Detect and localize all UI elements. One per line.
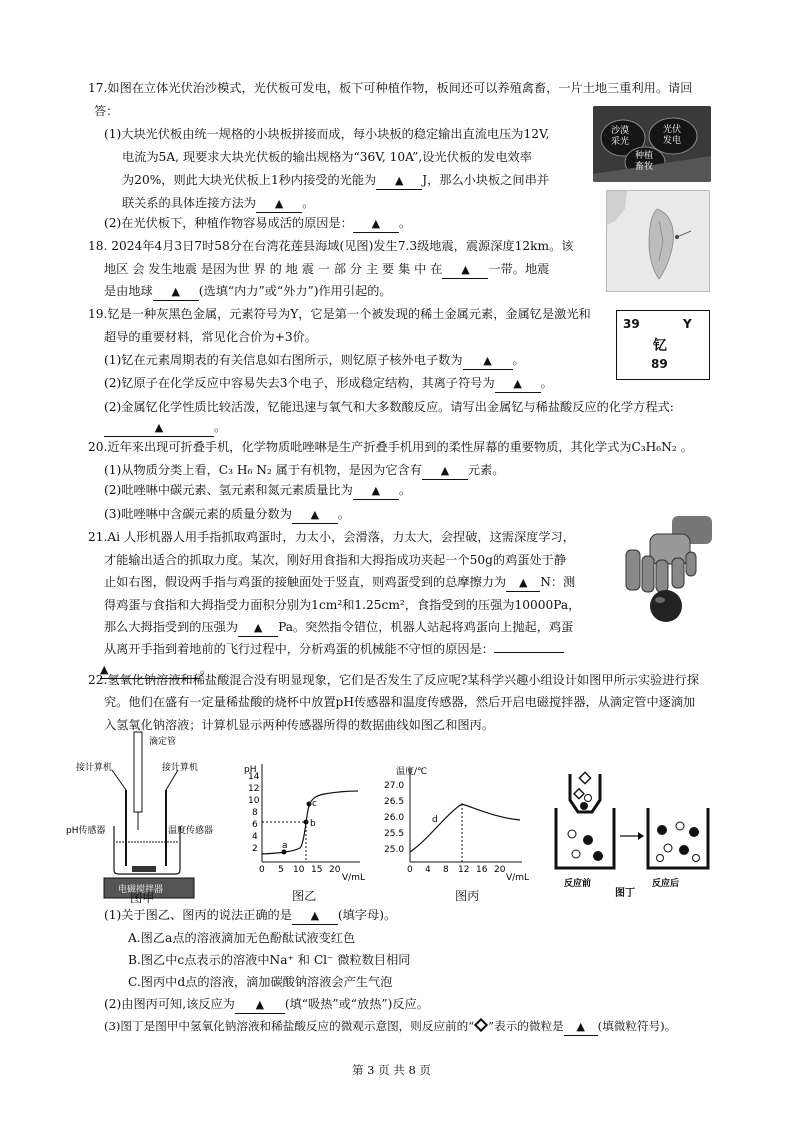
q18-line3 [104, 281, 392, 301]
answer-blank[interactable] [495, 375, 541, 393]
bing-xtick: 0 [407, 865, 413, 875]
yi-ytick: 8 [252, 808, 258, 818]
yi-xtick: 5 [278, 865, 284, 875]
q22-text: (填“吸热”或“放热”)反应。 [284, 997, 429, 1011]
q19-line2: 超导的重要材料，常见化合价为+3价。 [104, 330, 317, 344]
answer-blank[interactable] [376, 172, 422, 190]
ding-after-label: 反应后 [652, 879, 680, 889]
cable [166, 770, 178, 790]
q22-text: (填字母)。 [337, 908, 397, 922]
answer-blank[interactable] [506, 574, 540, 592]
q21-line4: 得鸡蛋与食指和大拇指受力面积分别为1cm²和1.25cm²，食指受到的压强为10000Pa， [104, 598, 581, 612]
yi-ytick: 10 [248, 796, 260, 806]
q21-line3 [104, 572, 575, 592]
taiwan-map [606, 190, 710, 292]
yi-ylabel: pH [244, 765, 257, 775]
yi-ytick: 4 [252, 832, 258, 842]
photo-label: 光伏 [663, 125, 682, 135]
answer-blank[interactable] [256, 195, 302, 213]
q17-part1-line3 [122, 170, 549, 190]
bing-axes [384, 765, 529, 883]
bing-xtick: 16 [476, 865, 488, 875]
figure-jia [66, 730, 236, 905]
q17-part2-text: 。 [398, 216, 412, 230]
answer-blank[interactable] [153, 283, 199, 301]
q22-option-b: B.图乙中c点表示的溶液中Na⁺ 和 Cl⁻ 微粒数目相同 [128, 953, 411, 967]
q22-option-c: C.图丙中d点的溶液，滴加碳酸钠溶液会产生气泡 [128, 975, 393, 989]
ding-ion [679, 845, 689, 855]
computer-label-left: 接计算机 [76, 763, 113, 773]
ding-diamond-symbol [574, 789, 584, 799]
q21-text: 从离开手指到着地前的飞行过程中，分析鸡蛋的机械能不守恒的原因是： [104, 642, 494, 656]
blank-triangle-icon: ▲ [310, 909, 320, 922]
answer-blank[interactable] [564, 1018, 598, 1036]
q21-text: Pa。突然指令错位，机器人站起将鸡蛋向上抛起，鸡蛋 [278, 620, 574, 634]
q21-line1: 21.Ai 人形机器人用手指抓取鸡蛋时，力太小，会滑落，力太大，会捏破，这需深度学习， [88, 530, 575, 544]
burette-label: 滴定管 [149, 737, 177, 747]
yi-xtick: 0 [259, 865, 265, 875]
q20-part3 [104, 504, 350, 524]
yi-xlabel: V/mL [342, 873, 365, 883]
atomic-mass: 89 [651, 357, 668, 371]
ding-ion [689, 827, 699, 837]
ding-ion [693, 855, 700, 862]
blank-triangle-icon: ▲ [513, 377, 522, 390]
q21-text: 那么大拇指受到的压强为 [104, 620, 239, 634]
ding-before-label: 反应前 [564, 879, 592, 889]
photo-label: 采光 [611, 137, 630, 147]
q22-text: (1)关于图乙、图丙的说法正确的是 [104, 908, 292, 922]
q19-part3-answer [104, 417, 226, 437]
q19-text: 。 [214, 420, 227, 434]
figure-yi [240, 758, 370, 888]
q19-text: (2)钇原子在化学反应中容易失去3个电子，形成稳定结构，其离子符号为 [104, 376, 495, 390]
yi-xtick: 15 [311, 865, 323, 875]
answer-blank[interactable] [104, 419, 214, 437]
yi-xtick: 20 [329, 865, 341, 875]
q21-line6 [104, 639, 564, 659]
q21-line5 [104, 617, 573, 637]
q17-line1: 17.如图在立体光伏治沙模式，光伏板可发电，板下可种植作物，板间还可以养殖禽畜，一片土地三重利用。请回 [88, 81, 693, 95]
q19-text: 。 [540, 376, 553, 390]
robot-hand-art [620, 516, 716, 626]
ding-ion [580, 802, 588, 810]
yi-ytick: 14 [248, 772, 260, 782]
q20-text: 元素。 [467, 463, 505, 477]
caption-jia: 图甲 [130, 891, 155, 905]
q21-text: 。 [200, 662, 213, 676]
q20-text: (1)从物质分类上看，C₃ H₆ N₂ 属于有机物，是因为它含有 [104, 463, 422, 477]
photo-label: 畜牧 [635, 162, 654, 172]
q17-part1-line1: (1)大块光伏板由统一规格的小块板拼接而成，每小块板的稳定输出直流电压为12V, [104, 127, 550, 141]
q20-text: (2)吡唑啉中碳元素、氢元素和氮元素质量比为 [104, 483, 353, 497]
caption-ding: 图丁 [615, 888, 635, 899]
q20-line1: 20.近年来出现可折叠手机，化学物质吡唑啉是生产折叠手机用到的柔性屏幕的重要物质，其化学式为C₃H₆N₂ 。 [88, 440, 693, 454]
q17-part1-text: 。 [302, 196, 315, 210]
q18-text: (选填“内力”或“外力”)作用引起的。 [198, 284, 392, 298]
q19-text: 。 [512, 353, 525, 367]
ding-diamond-symbol [579, 772, 590, 783]
bing-xtick: 8 [443, 865, 449, 875]
answer-blank[interactable] [422, 462, 468, 480]
q22-text: (2)由图丙可知,该反应为 [104, 997, 235, 1011]
answer-blank[interactable] [353, 215, 399, 233]
page-footer: 第 3 页 共 8 页 [352, 1063, 431, 1077]
atomic-number: 39 [623, 317, 640, 331]
q22-option-a: A.图乙a点的溶液滴加无色酚酞试液变红色 [128, 931, 356, 945]
robot-hand-image [620, 516, 716, 626]
ding-ion [572, 850, 580, 858]
bing-temp-curve [410, 804, 520, 852]
diamond-icon [474, 1018, 488, 1032]
photo-label: 发电 [663, 136, 682, 146]
ding-ion [657, 825, 667, 835]
ding-ion [664, 844, 672, 852]
blank-triangle-icon: ▲ [253, 621, 263, 634]
caption-bing: 图丙 [455, 889, 480, 903]
burette [134, 732, 142, 812]
yi-point-c [307, 802, 312, 807]
element-symbol: Y [683, 317, 692, 331]
q22-text: (3)图丁是图甲中氢氧化钠溶液和稀盐酸反应的微观示意图，则反应前的“ [104, 1019, 475, 1033]
bing-point-d-label: d [432, 815, 438, 825]
photo-label: 种植 [635, 151, 654, 161]
temp-sensor-label: 温度传感器 [168, 826, 214, 836]
q22-line3: 入氢氧化钠溶液；计算机显示两种传感器所得的数据曲线如图乙和图丙。 [104, 718, 494, 732]
q17-part2-text: (2)在光伏板下，种植作物容易成活的原因是： [104, 216, 353, 230]
q18-line1: 18. 2024年4月3日7时58分在台湾花莲县海域(见图)发生7.3级地震，震源深度12km。该 [88, 239, 574, 253]
answer-blank[interactable] [292, 907, 338, 925]
bing-xtick: 12 [458, 865, 470, 875]
ding-ion [657, 855, 664, 862]
answer-blank[interactable] [235, 996, 285, 1014]
blank-triangle-icon: ▲ [100, 663, 109, 676]
yi-ytick: 6 [252, 820, 258, 830]
yi-point-a-label: a [282, 841, 288, 851]
q19-part1 [104, 350, 525, 370]
yi-xtick: 10 [293, 865, 305, 875]
blank-triangle-icon: ▲ [154, 421, 164, 434]
q18-line2 [104, 259, 549, 279]
computer-label-right: 接计算机 [162, 763, 199, 773]
cable [112, 770, 126, 790]
q19-line1: 19.钇是一种灰黑色金属，元素符号为Y，它是第一个被发现的稀土金属元素，金属钇是激光和 [88, 307, 591, 321]
bing-ytick: 25.5 [384, 829, 405, 839]
q17-part1-line4 [122, 193, 314, 213]
q17-part1-text: 联关系的具体连接方法为 [122, 196, 257, 210]
bing-ytick: 27.0 [384, 781, 405, 791]
blank-triangle-icon: ▲ [274, 197, 284, 210]
element-card [616, 310, 710, 380]
bing-ylabel: 温度/℃ [396, 767, 428, 777]
blank-triangle-icon: ▲ [171, 285, 180, 298]
taiwan-map-art [607, 191, 709, 291]
stir-bar [132, 866, 156, 872]
q18-text: 是由地球 [104, 284, 153, 298]
answer-blank[interactable] [442, 261, 488, 279]
figure-ding [548, 770, 722, 890]
blank-triangle-icon: ▲ [483, 354, 492, 367]
blank-triangle-icon: ▲ [255, 998, 265, 1011]
yi-point-b-label: b [310, 819, 316, 829]
q20-part2 [104, 480, 411, 500]
bing-xtick: 20 [494, 865, 506, 875]
answer-blank[interactable] [292, 506, 338, 524]
q21-text: N：测 [540, 575, 576, 589]
yi-point-b [304, 820, 309, 825]
blank-triangle-icon: ▲ [371, 217, 381, 230]
blank-triangle-icon: ▲ [518, 576, 528, 589]
q22-part2 [104, 994, 429, 1014]
q22-part3 [104, 1016, 676, 1036]
q22-part1 [104, 905, 396, 925]
q20-text: 。 [398, 483, 412, 497]
q22-text: (填微粒符号)。 [597, 1019, 677, 1033]
q17-line2: 答： [94, 104, 119, 118]
answer-blank[interactable] [238, 619, 278, 637]
q20-text: (3)吡唑啉中含碳元素的质量分数为 [104, 507, 292, 521]
ding-ion [676, 822, 684, 830]
bing-ytick: 25.0 [384, 845, 405, 855]
yi-ytick: 12 [248, 784, 260, 794]
blank-triangle-icon: ▲ [576, 1020, 585, 1033]
answer-blank[interactable] [463, 352, 513, 370]
q22-line1: 22.氢氧化钠溶液和稀盐酸混合没有明显现象，它们是否发生了反应呢?某科学兴趣小组设计如图甲所示实验进行探 [88, 673, 699, 687]
q18-text: 一带。地震 [488, 262, 550, 276]
q21-line2: 才能输出适合的抓取力度。某次，刚好用食指和大拇指成功夹起一个50g的鸡蛋处于静 [104, 553, 567, 567]
yi-point-c-label: c [312, 799, 317, 809]
ding-ion [585, 795, 592, 802]
q17-part2-line [104, 213, 411, 233]
figure-bing [380, 758, 530, 888]
ph-sensor-label: pH传感器 [66, 826, 106, 836]
photo-label: 沙漠 [611, 126, 630, 136]
blank-triangle-icon: ▲ [394, 174, 404, 187]
ding-arrow-head [638, 832, 644, 840]
q17-part1-text: J，那么小块板之间串并 [422, 173, 549, 187]
q20-part1 [104, 460, 504, 480]
blank-triangle-icon: ▲ [461, 263, 470, 276]
ding-ion [583, 835, 593, 845]
q22-line2: 究。他们在盛有一定量稀盐酸的烧杯中放置pH传感器和温度传感器，然后开启电磁搅拌器，从滴定管中逐滴加 [104, 695, 696, 709]
ding-ion [568, 830, 576, 838]
stirrer-label: 电磁搅拌器 [118, 885, 164, 895]
q22-text: ”表示的微粒是 [488, 1019, 564, 1033]
q18-text: 地区 会 发生地震 是因为世 界 的 地 震 一 部 分 主 要 集 中 在 [104, 262, 443, 276]
q19-text: (1)钇在元素周期表的有关信息如右图所示，则钇原子核外电子数为 [104, 353, 463, 367]
blank-triangle-icon: ▲ [371, 484, 381, 497]
solar-photo [593, 106, 711, 182]
answer-blank[interactable] [494, 652, 564, 653]
q19-part2 [104, 373, 553, 393]
bing-xtick: 4 [425, 865, 431, 875]
yi-ytick: 2 [252, 844, 258, 854]
answer-blank[interactable] [353, 482, 399, 500]
q21-text: 止如右图，假设两手指与鸡蛋的接触面处于竖直，则鸡蛋受到的总摩擦力为 [104, 575, 507, 589]
blank-triangle-icon: ▲ [310, 508, 320, 521]
q17-part1-text: 为20%，则此大块光伏板上1秒内接受的光能为 [122, 173, 377, 187]
q19-part3: (2)金属钇化学性质比较活泼，钇能迅速与氧气和大多数酸反应。请写出金属钇与稀盐酸反应的化学方程式: [104, 400, 674, 414]
bing-xlabel: V/mL [506, 873, 529, 883]
q20-text: 。 [337, 507, 351, 521]
caption-yi: 图乙 [292, 889, 317, 903]
ding-ion [593, 851, 603, 861]
bing-ytick: 26.0 [384, 813, 405, 823]
blank-triangle-icon: ▲ [440, 464, 450, 477]
element-name: 钇 [653, 338, 667, 354]
bing-ytick: 26.5 [384, 797, 405, 807]
q17-part1-line2: 电流为5A, 现要求大块光伏板的输出规格为“36V, 10A”,设光伏板的发电效率 [122, 150, 532, 164]
